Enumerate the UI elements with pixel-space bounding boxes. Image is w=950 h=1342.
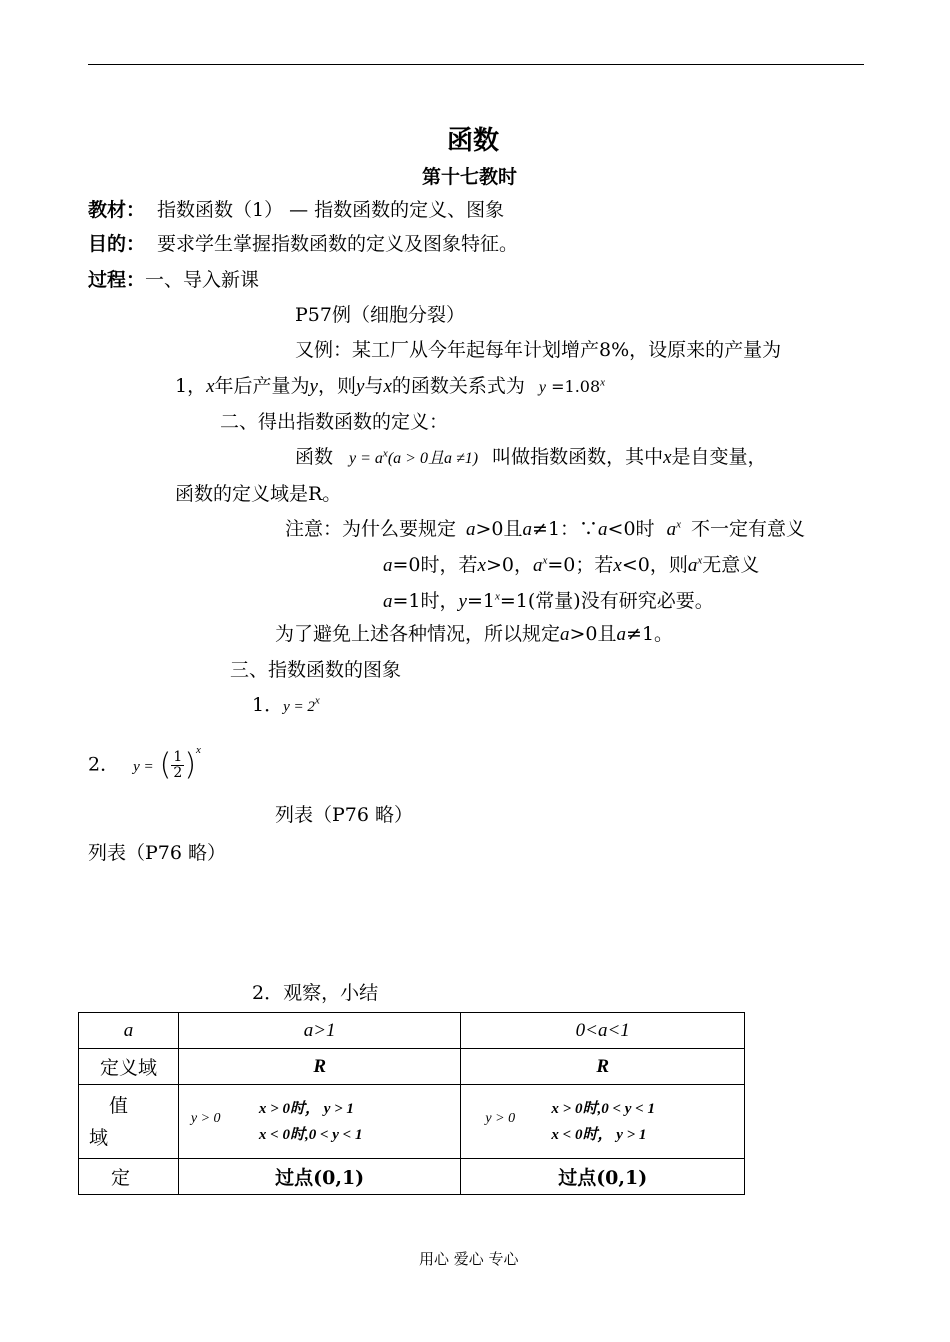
header-a: a [79, 1013, 179, 1049]
example-factory: 又例：某工厂从今年起每年计划增产8%，设原来的产量为 [295, 339, 782, 361]
example-factory-cont: 1，x年后产量为y，则y与x的函数关系式为 $y =1.08^x$ [175, 375, 606, 397]
domain-label: 定义域 [79, 1049, 179, 1085]
process-text: 一、导入新课 [145, 269, 260, 291]
header-a-lt-1: 0<a<1 [461, 1013, 745, 1049]
half-fraction: $\frac{1}{2}$ [173, 749, 183, 781]
process-label: 过程： [88, 269, 146, 291]
table-ref-indented: 列表（P76 略） [275, 804, 414, 826]
purpose-line [88, 232, 518, 256]
conclusion-line: 为了避免上述各种情况，所以规定a>0且a≠1。 [275, 623, 674, 645]
table-row [79, 1049, 745, 1085]
domain-lt-1: R [461, 1049, 745, 1085]
header-a-gt-1: a>1 [178, 1013, 461, 1049]
table-ref-left: 列表（P76 略） [88, 842, 227, 864]
process-line [88, 268, 259, 292]
lesson-subtitle: 第十七教时 [422, 166, 518, 188]
note-line-1: 注意：为什么要规定 a>0且a≠1：∵a<0时 $a^x$ 不一定有意义 [285, 518, 805, 540]
table-row [79, 1013, 745, 1049]
definition-heading: 二、得出指数函数的定义： [220, 411, 449, 433]
summary-table [78, 1012, 745, 1195]
growth-formula: $y =1.08^x$ [538, 376, 606, 396]
purpose-label: 目的： [88, 233, 146, 255]
table-row [79, 1159, 745, 1195]
material-text: 指数函数（1） — 指数函数的定义、图象 [157, 199, 505, 221]
domain-statement: 函数的定义域是R。 [175, 483, 342, 505]
fixed-point-label: 定 [79, 1159, 179, 1195]
note-line-3: a=1时，$y=1^x=1$(常量)没有研究必要。 [383, 590, 714, 612]
range-gt-1: y > 0 x > 0时， y > 1 x < 0时,0 < y < 1 [178, 1085, 461, 1159]
definition-formula: $y = a^x(a > 0$且a ≠1) [349, 447, 479, 467]
note-line-2: a=0时，若x>0，$a^x=0$；若x<0，则$a^x$无意义 [383, 554, 760, 576]
purpose-text: 要求学生掌握指数函数的定义及图象特征。 [157, 233, 519, 255]
example-cell-division: P57例（细胞分裂） [295, 304, 465, 326]
page-footer: 用心 爱心 专心 [419, 1250, 519, 1268]
page-title: 函数 [447, 126, 500, 156]
range-lt-1: y > 0 x > 0时,0 < y < 1 x < 0时， y > 1 [461, 1085, 745, 1159]
graph-item-2: 2． y = ( $\frac{1}{2}$ )$^x$ [88, 744, 201, 783]
domain-gt-1: R [178, 1049, 461, 1085]
table-row [79, 1085, 745, 1159]
range-label: 值 域 [79, 1085, 179, 1159]
definition-line: 函数 $y = a^x(a > 0$且a ≠1) 叫做指数函数，其中x是自变量， [295, 446, 767, 468]
material-line [88, 198, 504, 222]
fixed-point-lt-1: 过点(0,1) [461, 1159, 745, 1195]
observe-heading: 2．观察，小结 [252, 982, 379, 1004]
fixed-point-gt-1: 过点(0,1) [178, 1159, 461, 1195]
graph-item-1: 1．$y = 2^x$ [252, 694, 320, 716]
material-label: 教材： [88, 199, 146, 221]
graph-heading: 三、指数函数的图象 [230, 659, 402, 681]
header-rule [88, 64, 864, 65]
